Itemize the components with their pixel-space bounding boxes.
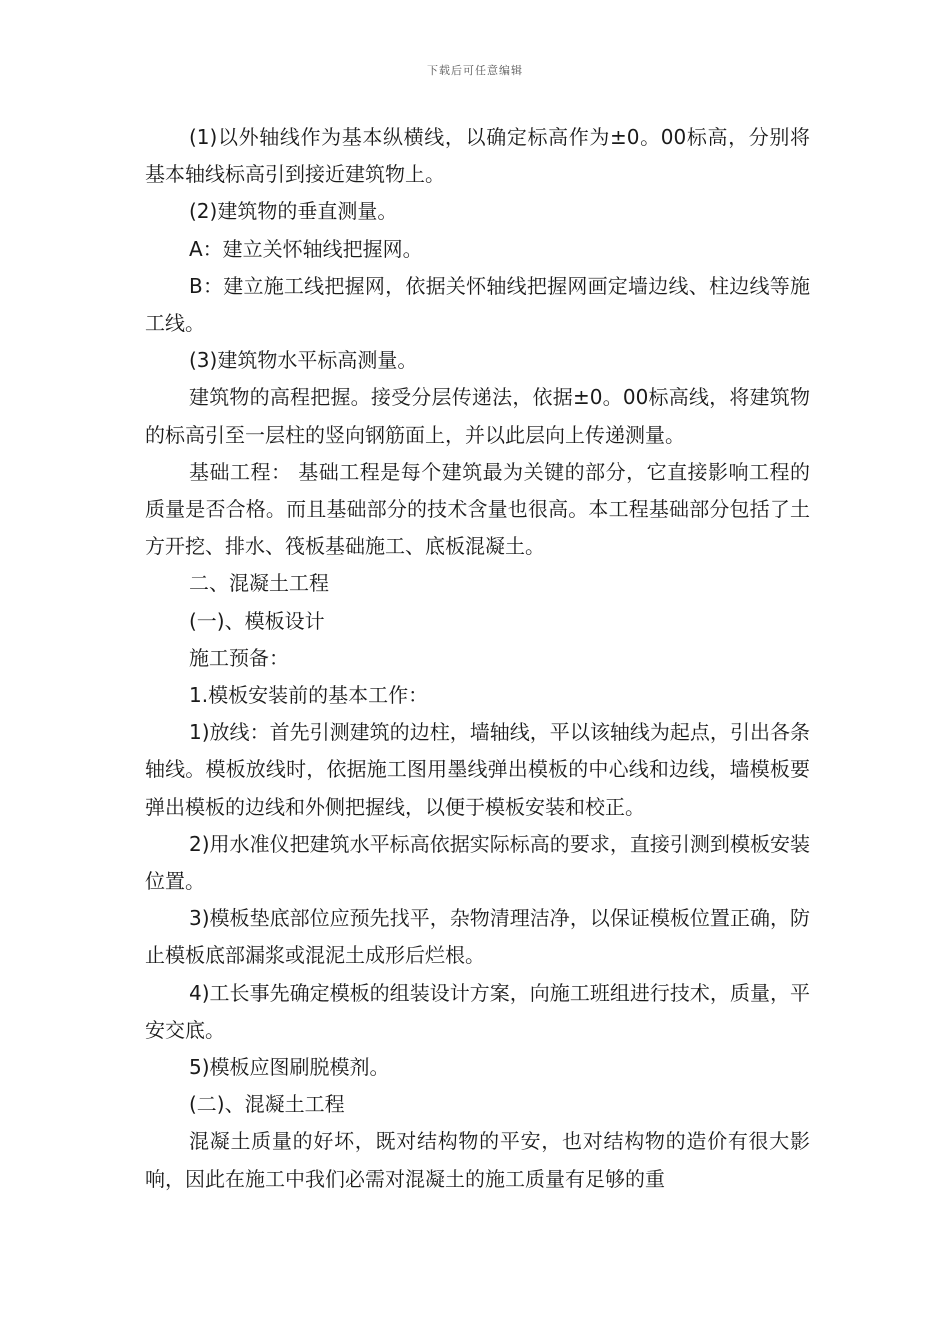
paragraph: 1.模板安装前的基本工作： xyxy=(189,683,429,708)
paragraph: 混凝土质量的好坏，既对结构物的平安，也对结构物的造价有很大影响，因此在施工中我们必需对混凝土的施工质量有足够的重 xyxy=(145,1129,810,1191)
paragraph: 基础工程： 基础工程是每个建筑最为关键的部分，它直接影响工程的质量是否合格。而且基础部分的技术含量也很高。本工程基础部分包括了土方开挖、排水、筏板基础施工、底板混凝土。 xyxy=(145,459,810,559)
list-item: 4)工长事先确定模板的组装设计方案，向施工班组进行技术，质量，平安交底。 xyxy=(145,980,810,1042)
paragraph: A：建立关怀轴线把握网。 xyxy=(189,236,423,261)
document-body xyxy=(145,119,810,1198)
paragraph: 施工预备： xyxy=(189,645,289,670)
paragraph: (1)以外轴线作为基本纵横线，以确定标高作为±0。00标高，分别将基本轴线标高引到接近建筑物上。 xyxy=(145,125,810,187)
paragraph: B：建立施工线把握网，依据关怀轴线把握网画定墙边线、柱边线等施工线。 xyxy=(145,273,810,336)
list-item: 3)模板垫底部位应预先找平，杂物清理洁净，以保证模板位置正确，防止模板底部漏浆或混泥土成形后烂根。 xyxy=(145,906,810,968)
list-item: 1)放线：首先引测建筑的边柱，墙轴线，平以该轴线为起点，引出各条轴线。模板放线时，依据施工图用墨线弹出模板的中心线和边线，墙模板要弹出模板的边线和外侧把握线，以便于模板安装和校正。 xyxy=(145,720,810,819)
list-item: 5)模板应图刷脱模剂。 xyxy=(189,1055,390,1080)
paragraph: 建筑物的高程把握。接受分层传递法，依据±0。00标高线，将建筑物的标高引至一层柱的竖向钢筋面上，并以此层向上传递测量。 xyxy=(145,385,810,447)
subsection-heading: (一)、模板设计 xyxy=(189,608,325,633)
paragraph: (2)建筑物的垂直测量。 xyxy=(189,199,398,224)
paragraph: (3)建筑物水平标高测量。 xyxy=(189,348,418,373)
list-item: 2)用水准仪把建筑水平标高依据实际标高的要求，直接引测到模板安装位置。 xyxy=(145,831,810,894)
section-heading: 二、混凝土工程 xyxy=(189,571,329,596)
subsection-heading: (二)、混凝土工程 xyxy=(189,1092,345,1117)
page-header: 下载后可任意编辑 xyxy=(427,64,523,77)
